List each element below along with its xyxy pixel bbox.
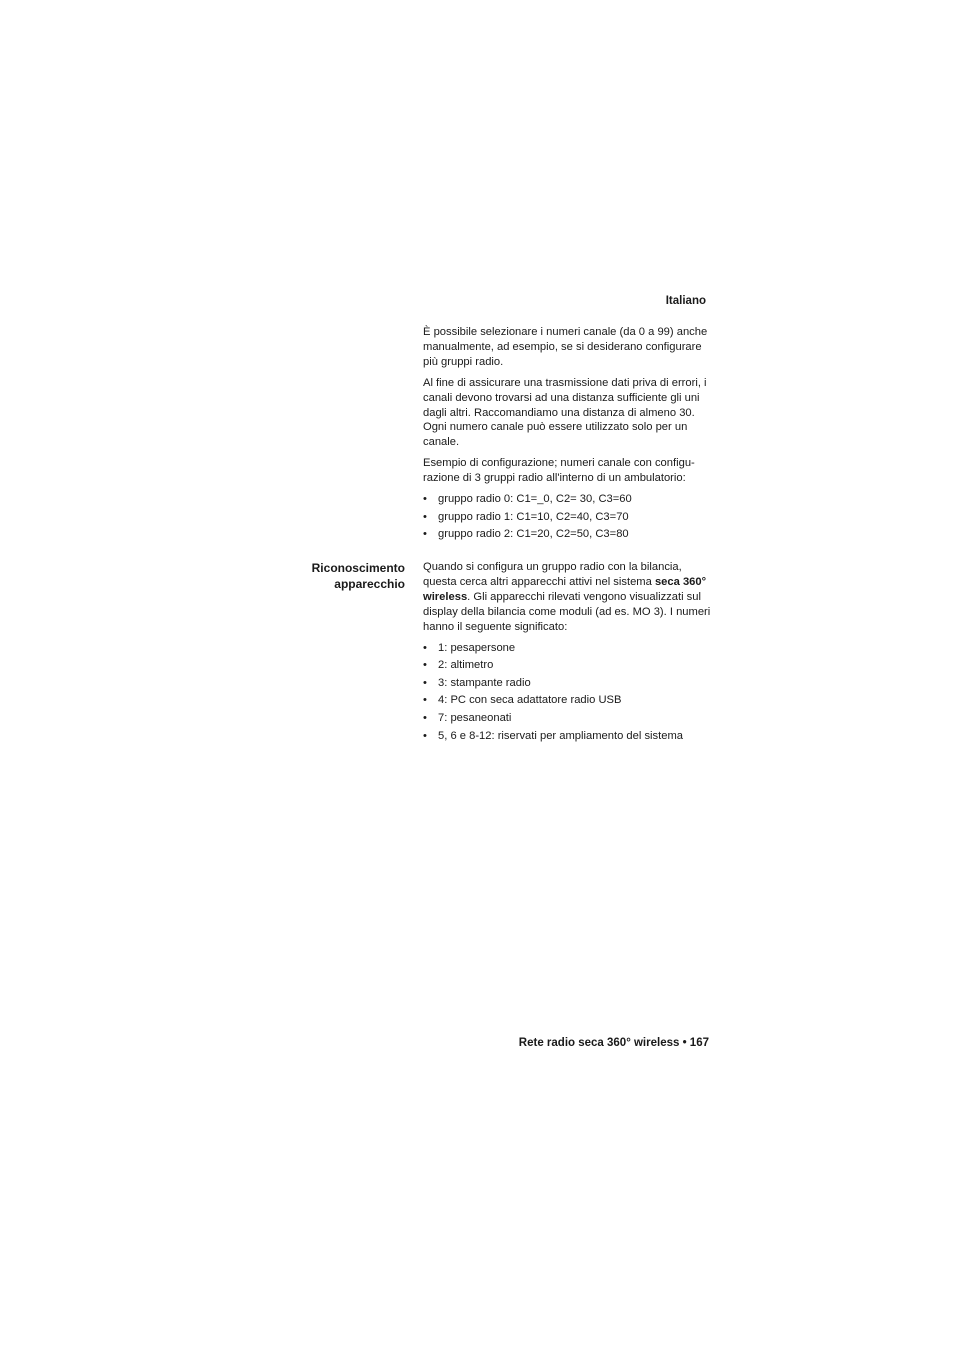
list-item: • 4: PC con seca adattatore radio USB: [423, 693, 713, 708]
intro-block: [423, 325, 713, 548]
intro-paragraph-1: È possibile selezionare i numeri canale (da 0 a 99) anche manualmente, ad esempio, se si desiderano configurare più gruppi radio.: [423, 326, 708, 368]
section-body: [423, 560, 713, 749]
intro-paragraph-3: Esempio di configurazione; numeri canale con configu-razione di 3 gruppi radio all'interno di un ambulatorio:: [423, 457, 695, 485]
list-item: • 2: altimetro: [423, 658, 713, 673]
section-paragraph-part-1: Quando si configura un gruppo radio con la bilancia, questa cerca altri apparecchi attivi nel sistema: [423, 561, 682, 588]
section-paragraph: [423, 560, 713, 635]
page-footer: Rete radio seca 360° wireless • 167: [518, 1037, 709, 1049]
section-heading-line-2: apparecchio: [334, 577, 405, 591]
list-item: • 7: pesaneonati: [423, 711, 713, 726]
list-item: • gruppo radio 1: C1=10, C2=40, C3=70: [423, 510, 713, 525]
list-item: • 5, 6 e 8-12: riservati per ampliamento del sistema: [423, 729, 713, 744]
list-item: • 3: stampante radio: [423, 676, 713, 691]
intro-paragraph-2: Al fine di assicurare una trasmissione dati priva di errori, i canali devono trovarsi ad una distanza sufficiente gli uni dagli altri. Raccomandiamo una distanza di almeno 30. Ogni numero canale può essere utilizzato solo per un canale.: [423, 376, 707, 449]
list-item: • 1: pesapersone: [423, 641, 713, 656]
list-item: • gruppo radio 0: C1=_0, C2= 30, C3=60: [423, 492, 713, 507]
channel-config-list: [423, 492, 713, 542]
page-language-label: Italiano: [665, 295, 706, 307]
section-paragraph-part-2: . Gli apparecchi rilevati vengono visualizzati sul display della bilancia come moduli (ad es. MO 3). I numeri hanno il seguente significato:: [423, 590, 711, 633]
module-meaning-list: [423, 641, 713, 744]
product-name: seca 360° wireless: [423, 575, 707, 603]
list-item: • gruppo radio 2: C1=20, C2=50, C3=80: [423, 527, 713, 542]
section-heading: [260, 560, 405, 592]
section-heading-line-1: Riconoscimento: [311, 561, 405, 575]
